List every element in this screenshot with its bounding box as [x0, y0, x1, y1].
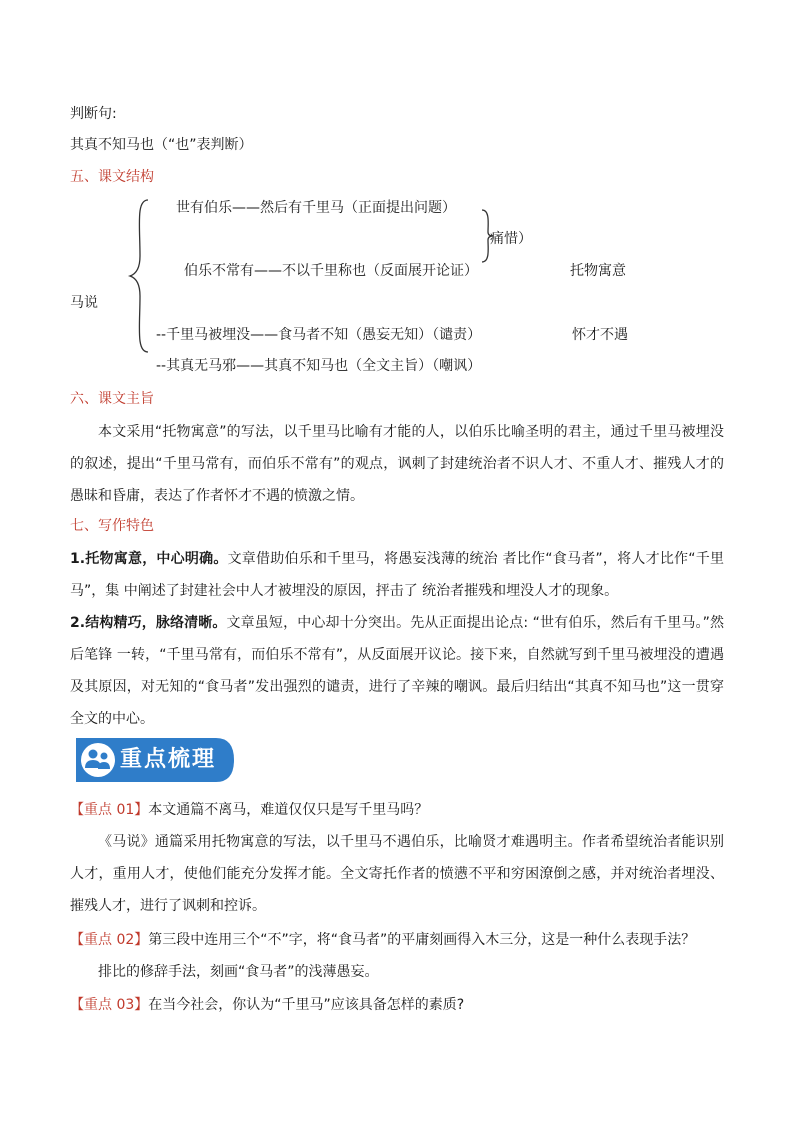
key-point-2-tag: 【重点 02】 [70, 932, 149, 948]
structure-line-4: --其真无马邪——其真不知马也（全文主旨）（嘲讽） [156, 358, 482, 374]
left-brace [126, 196, 152, 356]
key-point-2-answer: 排比的修辞手法，刻画“食马者”的浅薄愚妄。 [98, 964, 379, 980]
section7-heading: 七、写作特色 [70, 518, 154, 534]
key-points-banner [76, 738, 234, 782]
structure-root: 马说 [70, 295, 98, 311]
sentence-type-example: 其真不知马也（“也”表判断） [70, 137, 253, 153]
key-point-3-tag: 【重点 03】 [70, 997, 149, 1013]
key-point-1-answer: 《马说》通篇采用托物寓意的写法，以千里马不遇伯乐，比喻贤才难遇明主。作者希望统治者能识别人才，重用人才，使他们能充分发挥才能。全文寄托作者的愤懑不平和穷困潦倒之感，并对统治者埋没、摧残人才，进行了讽刺和控诉。 [70, 834, 724, 914]
feature-1-text: 文章借助伯乐和千里马，将愚妄浅薄的统治 者比作“食马者”，将人才比作“千里马”，集 中阐述了封建社会中人才被埋没的原因，抨击了 统治者摧残和埋没人才的现象。 [70, 551, 724, 599]
sentence-type-label: 判断句: [70, 106, 117, 122]
structure-line-2: 伯乐不常有——不以千里称也（反面展开论证） [184, 263, 478, 279]
pity-label: 痛惜） [490, 231, 532, 247]
key-point-1-question: 本文通篇不离马，难道仅仅只是写千里马吗？ [148, 802, 429, 818]
feature-2-text: 文章虽短，中心却十分突出。先从正面提出论点: “世有伯乐，然后有千里马。”然后笔锋 一转，“千里马常有，而伯乐不常有”，从反面展开议论。接下来，自然就写到千里马被埋没的遭遇及其原因，对无知的“食马者”发出强烈的谴责，进行了辛辣的嘲讽。最后归结出“其真不知马也”这一贯穿全文的中心。 [70, 615, 725, 727]
key-point-3-question-line [70, 995, 464, 1015]
section6-paragraph: 本文采用“托物寓意”的写法，以千里马比喻有才能的人，以伯乐比喻圣明的君主，通过千里马被埋没的叙述，提出“千里马常有，而伯乐不常有”的观点，讽刺了封建统治者不识人才、不重人才、摧残人才的愚昧和昏庸，表达了作者怀才不遇的愤激之情。 [70, 424, 724, 504]
structure-line-1: 世有伯乐——然后有千里马（正面提出问题） [176, 200, 456, 216]
key-point-1-question-line [70, 800, 428, 820]
metaphor-label: 托物寓意 [570, 263, 626, 279]
key-point-2-question-line [70, 930, 695, 950]
frustration-label: 怀才不遇 [572, 327, 628, 343]
key-point-3-question: 在当今社会，你认为“千里马”应该具备怎样的素质? [148, 997, 465, 1013]
key-point-1-tag: 【重点 01】 [70, 802, 149, 818]
banner-title: 重点梳理 [120, 747, 217, 772]
feature-2-title: 2.结构精巧，脉络清晰。 [70, 615, 227, 631]
feature-1-title: 1.托物寓意，中心明确。 [70, 551, 228, 567]
section6-heading: 六、课文主旨 [70, 391, 154, 407]
key-point-2-question: 第三段中连用三个“不”字，将“食马者”的平庸刻画得入木三分，这是一种什么表现手法？ [148, 932, 696, 948]
feature-paragraph-2 [70, 607, 724, 735]
structure-line-3: --千里马被埋没——食马者不知（愚妄无知）（谴责） [156, 327, 482, 343]
people-icon [76, 738, 120, 782]
feature-paragraph-1 [70, 543, 724, 607]
section5-heading: 五、课文结构 [70, 169, 154, 185]
